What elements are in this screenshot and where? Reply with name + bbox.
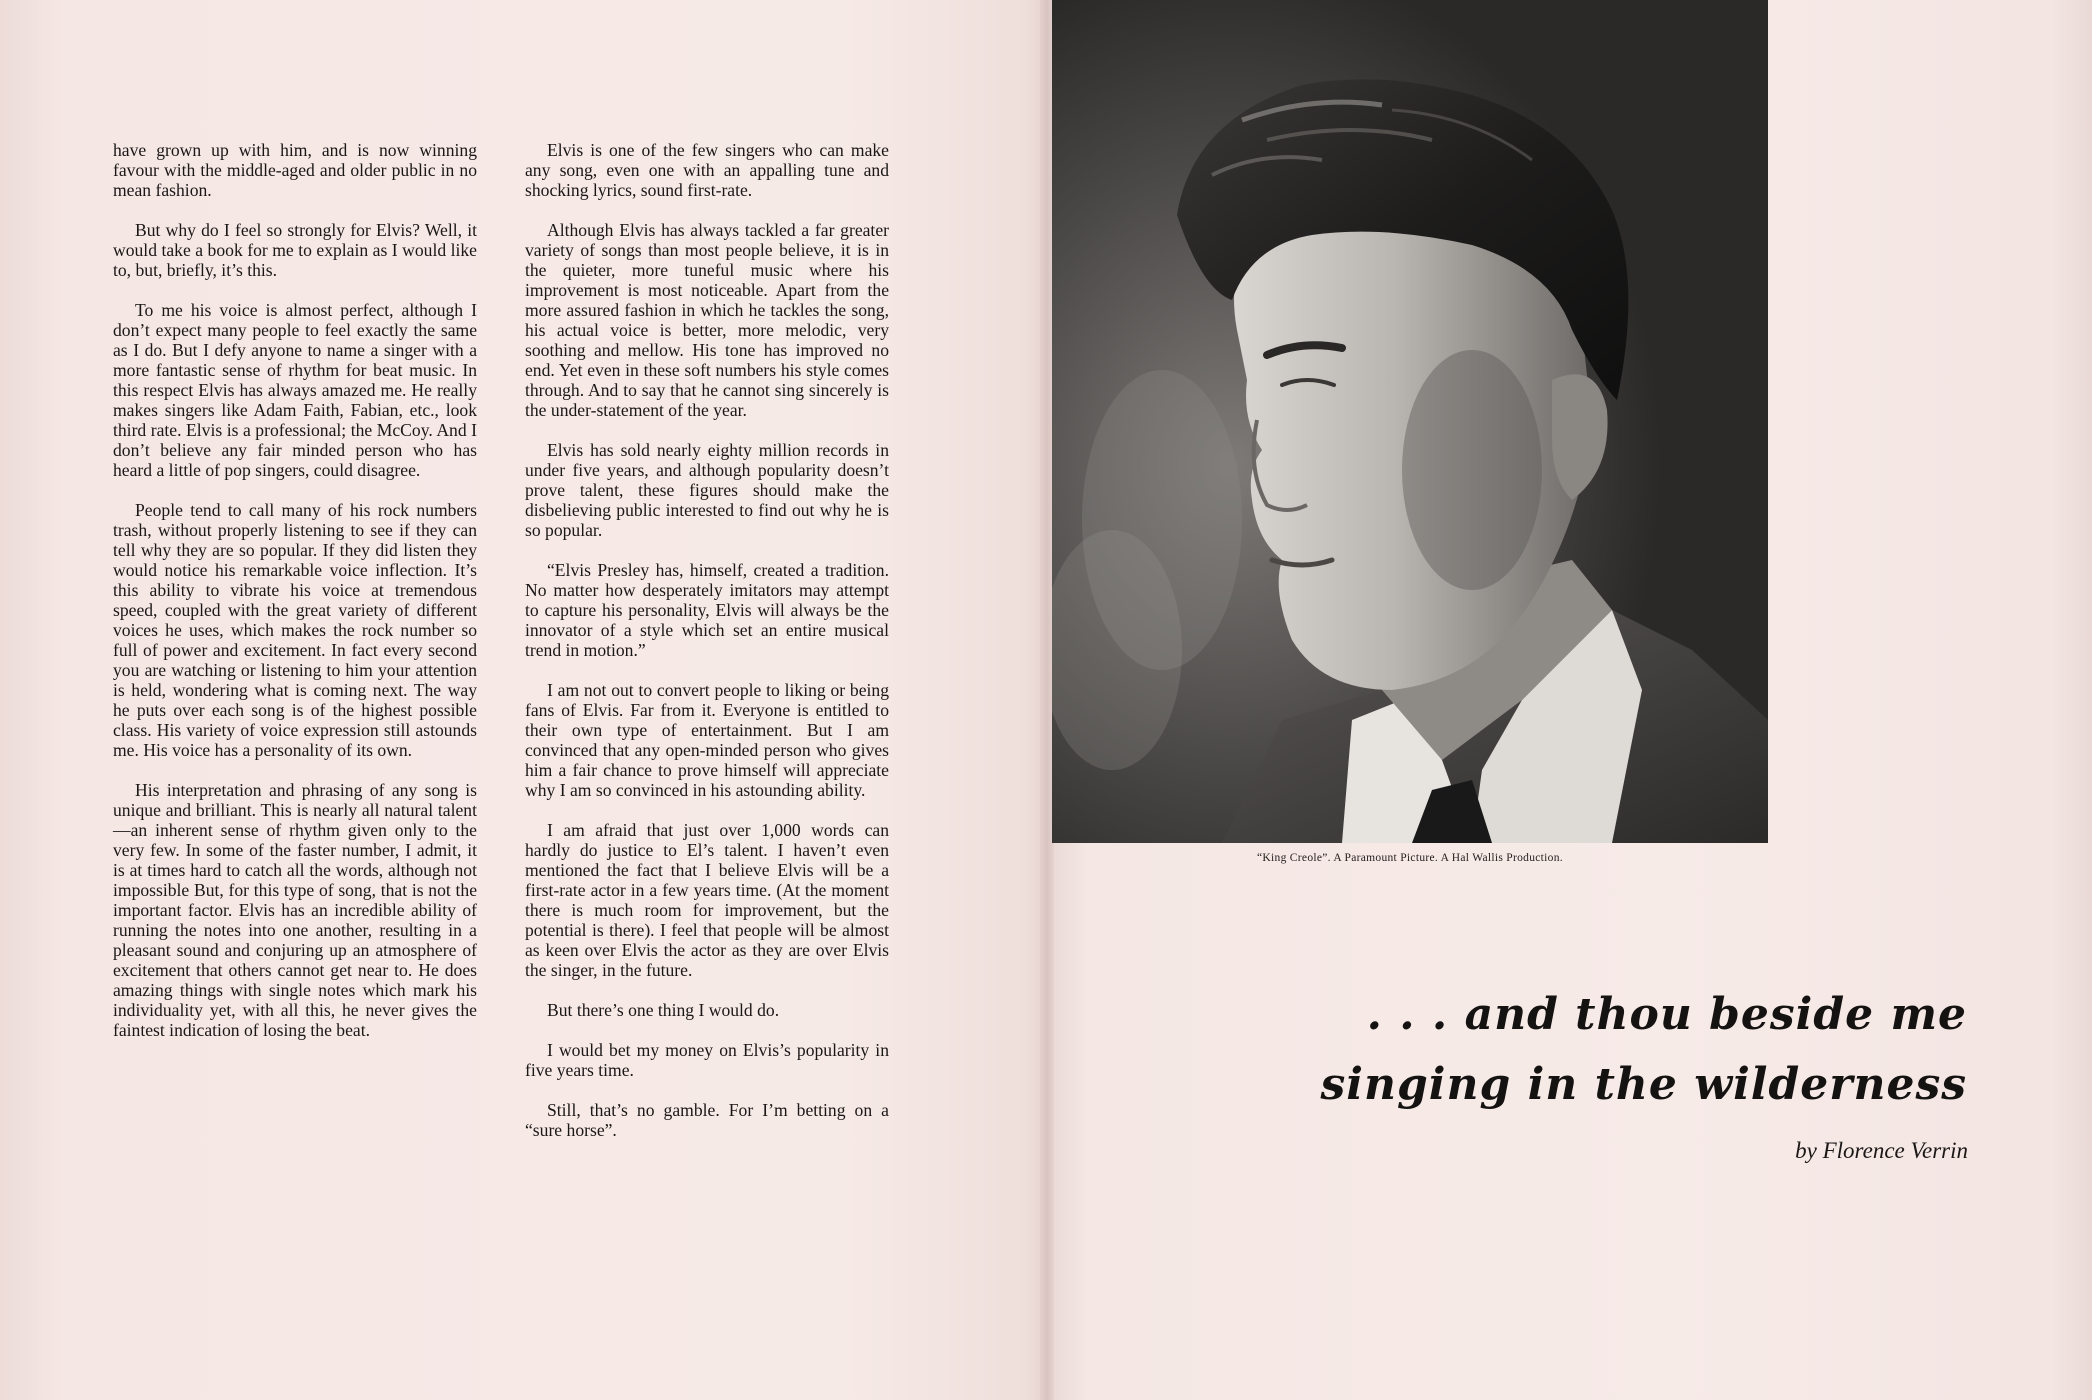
- paragraph: His interpretation and phrasing of any song is unique and brilliant. This is nearly all natural talent—an inherent sense of rhythm given only to the very few. In some of the faster number, I admit, it is at times hard to catch all the words, although not impossible But, for this type of song, that is not the important factor. Elvis has an incredible ability of running the notes into one another, resulting in a pleasant sound and conjuring up an atmosphere of excitement that others cannot get near to. He does amazing things with single notes which mark his individuality yet, with all this, he never gives the faintest indication of losing the beat.: [113, 780, 477, 1040]
- paragraph: I would bet my money on Elvis’s popularity in five years time.: [525, 1040, 889, 1080]
- article-title: [1227, 980, 1967, 1120]
- paragraph: Although Elvis has always tackled a far greater variety of songs than most people believe, it is in the quieter, more tuneful music where his improvement is most noticeable. Apart from the more assured fashion in which he tackles the song, his actual voice is better, more melodic, very soothing and mellow. His tone has improved no end. Yet even in these soft numbers his style comes through. And to say that he cannot sing sincerely is the under-statement of the year.: [525, 220, 889, 420]
- byline: by Florence Verrin: [1795, 1138, 1968, 1163]
- photo-caption: “King Creole”. A Paramount Picture. A Hal Wallis Production.: [1257, 852, 1563, 864]
- paragraph: But there’s one thing I would do.: [547, 1000, 780, 1020]
- title-line-2: singing in the wilderness: [1320, 1059, 1967, 1110]
- paragraph: “Elvis Presley has, himself, created a tradition. No matter how desperately imitators may attempt to capture his personality, Elvis will always be the innovator of a style which set an entire musical trend in motion.”: [525, 560, 889, 660]
- title-line-1: . . . and thou beside me: [1366, 989, 1967, 1040]
- paragraph: have grown up with him, and is now winning favour with the middle-aged and older public in no mean fashion.: [113, 140, 477, 200]
- paragraph: Still, that’s no gamble. For I’m betting on a “sure horse”.: [525, 1100, 889, 1140]
- paragraph: I am not out to convert people to liking or being fans of Elvis. Far from it. Everyone is entitled to their own type of entertainment. But I am convinced that any open-minded person who gives him a fair chance to prove himself will appreciate why I am so convinced in his astounding ability.: [525, 680, 889, 800]
- article-column-2: [525, 140, 889, 1160]
- page-edge: [2050, 0, 2092, 1400]
- portrait-photo: [1052, 0, 1768, 843]
- paragraph: But why do I feel so strongly for Elvis? Well, it would take a book for me to explain as I would like to, but, briefly, it’s this.: [113, 220, 477, 280]
- paragraph: I am afraid that just over 1,000 words can hardly do justice to El’s talent. I haven’t even mentioned the fact that I believe Elvis will be a first-rate actor in a few years time. (At the moment there is much room for improvement, but the potential is there). I feel that people will be almost as keen over Elvis the actor as they are over Elvis the singer, in the future.: [525, 820, 889, 980]
- paragraph: Elvis is one of the few singers who can make any song, even one with an appalling tune and shocking lyrics, sound first-rate.: [525, 140, 889, 200]
- paragraph: To me his voice is almost perfect, although I don’t expect many people to feel exactly the same as I do. But I defy anyone to name a singer with a more fantastic sense of rhythm for beat music. In this respect Elvis has always amazed me. He really makes singers like Adam Faith, Fabian, etc., look third rate. Elvis is a professional; the McCoy. And I don’t believe any fair minded person who has heard a little of pop singers, could disagree.: [113, 300, 477, 480]
- paragraph: People tend to call many of his rock numbers trash, without properly listening to see if they can tell why they are so popular. If they did listen they would notice his remarkable voice inflection. It’s this ability to vibrate his voice at tremendous speed, coupled with the great variety of different voices he uses, which makes the rock number so full of power and excitement. In fact every second you are watching or listening to him your attention is held, wondering what is coming next. The way he puts over each song is of the highest possible class. His variety of voice expression still astounds me. His voice has a personality of its own.: [113, 500, 477, 760]
- paragraph: Elvis has sold nearly eighty million records in under five years, and although popularity doesn’t prove talent, these figures should make the disbelieving public interested to find out why he is so popular.: [525, 440, 889, 540]
- article-column-1: [113, 140, 477, 1060]
